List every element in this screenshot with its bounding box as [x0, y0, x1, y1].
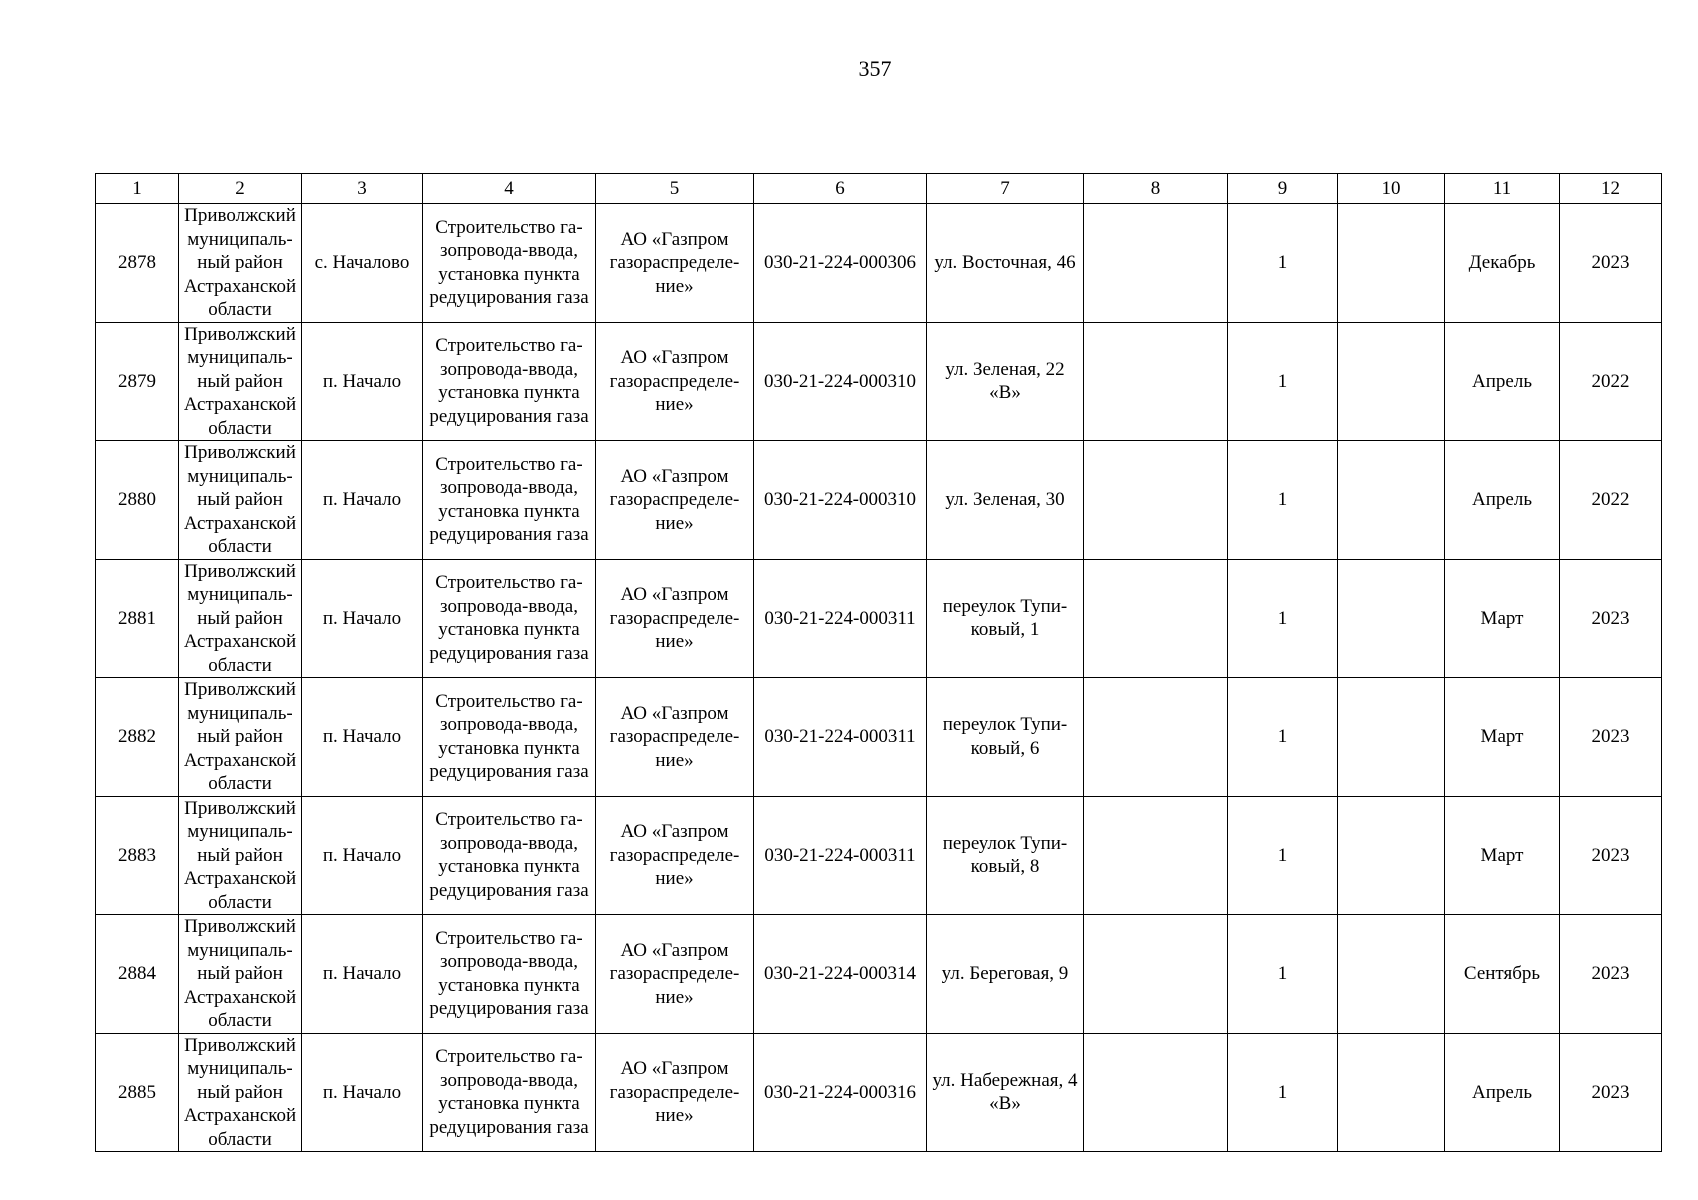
- table-body: [96, 204, 1662, 1152]
- column-number-8: 8: [1084, 174, 1228, 204]
- row-number-cell: 2883: [96, 796, 179, 915]
- locality-cell: п. Начало: [302, 322, 423, 441]
- month-cell: Апрель: [1445, 1033, 1560, 1152]
- table-row: [96, 204, 1662, 323]
- work-description-cell: Строительство га- зопровода-ввода, установка пункта редуцирования газа: [423, 915, 596, 1034]
- locality-cell: п. Начало: [302, 678, 423, 797]
- quantity-cell: 1: [1228, 678, 1338, 797]
- object-code-cell: 030-21-224-000316: [754, 1033, 927, 1152]
- column-number-3: 3: [302, 174, 423, 204]
- column-number-2: 2: [179, 174, 302, 204]
- locality-cell: п. Начало: [302, 915, 423, 1034]
- district-cell: Приволжский муниципаль- ный район Астраханской области: [179, 796, 302, 915]
- work-description-cell: Строительство га- зопровода-ввода, установка пункта редуцирования газа: [423, 796, 596, 915]
- column-number-12: 12: [1560, 174, 1662, 204]
- locality-cell: с. Началово: [302, 204, 423, 323]
- organization-cell: АО «Газпром газораспределе- ние»: [596, 678, 754, 797]
- work-description-cell: Строительство га- зопровода-ввода, установка пункта редуцирования газа: [423, 678, 596, 797]
- column-8-cell: [1084, 441, 1228, 560]
- row-number-cell: 2879: [96, 322, 179, 441]
- work-description-cell: Строительство га- зопровода-ввода, установка пункта редуцирования газа: [423, 1033, 596, 1152]
- column-10-cell: [1338, 204, 1445, 323]
- month-cell: Апрель: [1445, 441, 1560, 560]
- object-code-cell: 030-21-224-000314: [754, 915, 927, 1034]
- row-number-cell: 2884: [96, 915, 179, 1034]
- object-code-cell: 030-21-224-000311: [754, 559, 927, 678]
- row-number-cell: 2881: [96, 559, 179, 678]
- row-number-cell: 2885: [96, 1033, 179, 1152]
- quantity-cell: 1: [1228, 322, 1338, 441]
- column-8-cell: [1084, 678, 1228, 797]
- organization-cell: АО «Газпром газораспределе- ние»: [596, 1033, 754, 1152]
- district-cell: Приволжский муниципаль- ный район Астраханской области: [179, 915, 302, 1034]
- row-number-cell: 2882: [96, 678, 179, 797]
- work-description-cell: Строительство га- зопровода-ввода, установка пункта редуцирования газа: [423, 322, 596, 441]
- year-cell: 2023: [1560, 915, 1662, 1034]
- month-cell: Апрель: [1445, 322, 1560, 441]
- column-10-cell: [1338, 678, 1445, 797]
- column-number-7: 7: [927, 174, 1084, 204]
- organization-cell: АО «Газпром газораспределе- ние»: [596, 796, 754, 915]
- locality-cell: п. Начало: [302, 1033, 423, 1152]
- address-cell: ул. Береговая, 9: [927, 915, 1084, 1034]
- column-number-10: 10: [1338, 174, 1445, 204]
- month-cell: Март: [1445, 559, 1560, 678]
- year-cell: 2023: [1560, 204, 1662, 323]
- column-10-cell: [1338, 796, 1445, 915]
- district-cell: Приволжский муниципаль- ный район Астраханской области: [179, 322, 302, 441]
- month-cell: Март: [1445, 678, 1560, 797]
- column-number-11: 11: [1445, 174, 1560, 204]
- column-8-cell: [1084, 559, 1228, 678]
- registry-table: [95, 173, 1662, 1152]
- district-cell: Приволжский муниципаль- ный район Астраханской области: [179, 559, 302, 678]
- quantity-cell: 1: [1228, 441, 1338, 560]
- table-row: [96, 1033, 1662, 1152]
- table-row: [96, 322, 1662, 441]
- object-code-cell: 030-21-224-000306: [754, 204, 927, 323]
- row-number-cell: 2878: [96, 204, 179, 323]
- year-cell: 2023: [1560, 559, 1662, 678]
- address-cell: ул. Зеленая, 30: [927, 441, 1084, 560]
- district-cell: Приволжский муниципаль- ный район Астраханской области: [179, 1033, 302, 1152]
- table-row: [96, 796, 1662, 915]
- quantity-cell: 1: [1228, 204, 1338, 323]
- year-cell: 2022: [1560, 322, 1662, 441]
- object-code-cell: 030-21-224-000311: [754, 796, 927, 915]
- month-cell: Декабрь: [1445, 204, 1560, 323]
- year-cell: 2023: [1560, 678, 1662, 797]
- page-number: 357: [858, 56, 892, 81]
- address-cell: переулок Тупи- ковый, 8: [927, 796, 1084, 915]
- address-cell: переулок Тупи- ковый, 1: [927, 559, 1084, 678]
- locality-cell: п. Начало: [302, 559, 423, 678]
- object-code-cell: 030-21-224-000310: [754, 322, 927, 441]
- column-number-6: 6: [754, 174, 927, 204]
- quantity-cell: 1: [1228, 796, 1338, 915]
- column-8-cell: [1084, 204, 1228, 323]
- column-8-cell: [1084, 796, 1228, 915]
- column-10-cell: [1338, 915, 1445, 1034]
- work-description-cell: Строительство га- зопровода-ввода, установка пункта редуцирования газа: [423, 204, 596, 323]
- column-number-5: 5: [596, 174, 754, 204]
- year-cell: 2023: [1560, 796, 1662, 915]
- row-number-cell: 2880: [96, 441, 179, 560]
- column-10-cell: [1338, 441, 1445, 560]
- month-cell: Сентябрь: [1445, 915, 1560, 1034]
- work-description-cell: Строительство га- зопровода-ввода, установка пункта редуцирования газа: [423, 559, 596, 678]
- column-8-cell: [1084, 1033, 1228, 1152]
- organization-cell: АО «Газпром газораспределе- ние»: [596, 322, 754, 441]
- column-10-cell: [1338, 322, 1445, 441]
- table-row: [96, 678, 1662, 797]
- address-cell: ул. Зеленая, 22 «В»: [927, 322, 1084, 441]
- column-8-cell: [1084, 322, 1228, 441]
- address-cell: ул. Набережная, 4 «В»: [927, 1033, 1084, 1152]
- column-8-cell: [1084, 915, 1228, 1034]
- locality-cell: п. Начало: [302, 796, 423, 915]
- organization-cell: АО «Газпром газораспределе- ние»: [596, 915, 754, 1034]
- quantity-cell: 1: [1228, 1033, 1338, 1152]
- column-number-row: [96, 174, 1662, 204]
- object-code-cell: 030-21-224-000310: [754, 441, 927, 560]
- district-cell: Приволжский муниципаль- ный район Астраханской области: [179, 441, 302, 560]
- organization-cell: АО «Газпром газораспределе- ние»: [596, 441, 754, 560]
- year-cell: 2023: [1560, 1033, 1662, 1152]
- table-row: [96, 559, 1662, 678]
- object-code-cell: 030-21-224-000311: [754, 678, 927, 797]
- table-row: [96, 441, 1662, 560]
- work-description-cell: Строительство га- зопровода-ввода, установка пункта редуцирования газа: [423, 441, 596, 560]
- column-number-9: 9: [1228, 174, 1338, 204]
- quantity-cell: 1: [1228, 915, 1338, 1034]
- address-cell: ул. Восточная, 46: [927, 204, 1084, 323]
- column-10-cell: [1338, 559, 1445, 678]
- year-cell: 2022: [1560, 441, 1662, 560]
- district-cell: Приволжский муниципаль- ный район Астраханской области: [179, 204, 302, 323]
- organization-cell: АО «Газпром газораспределе- ние»: [596, 559, 754, 678]
- locality-cell: п. Начало: [302, 441, 423, 560]
- district-cell: Приволжский муниципаль- ный район Астраханской области: [179, 678, 302, 797]
- quantity-cell: 1: [1228, 559, 1338, 678]
- month-cell: Март: [1445, 796, 1560, 915]
- address-cell: переулок Тупи- ковый, 6: [927, 678, 1084, 797]
- column-10-cell: [1338, 1033, 1445, 1152]
- column-number-1: 1: [96, 174, 179, 204]
- organization-cell: АО «Газпром газораспределе- ние»: [596, 204, 754, 323]
- table-row: [96, 915, 1662, 1034]
- column-number-4: 4: [423, 174, 596, 204]
